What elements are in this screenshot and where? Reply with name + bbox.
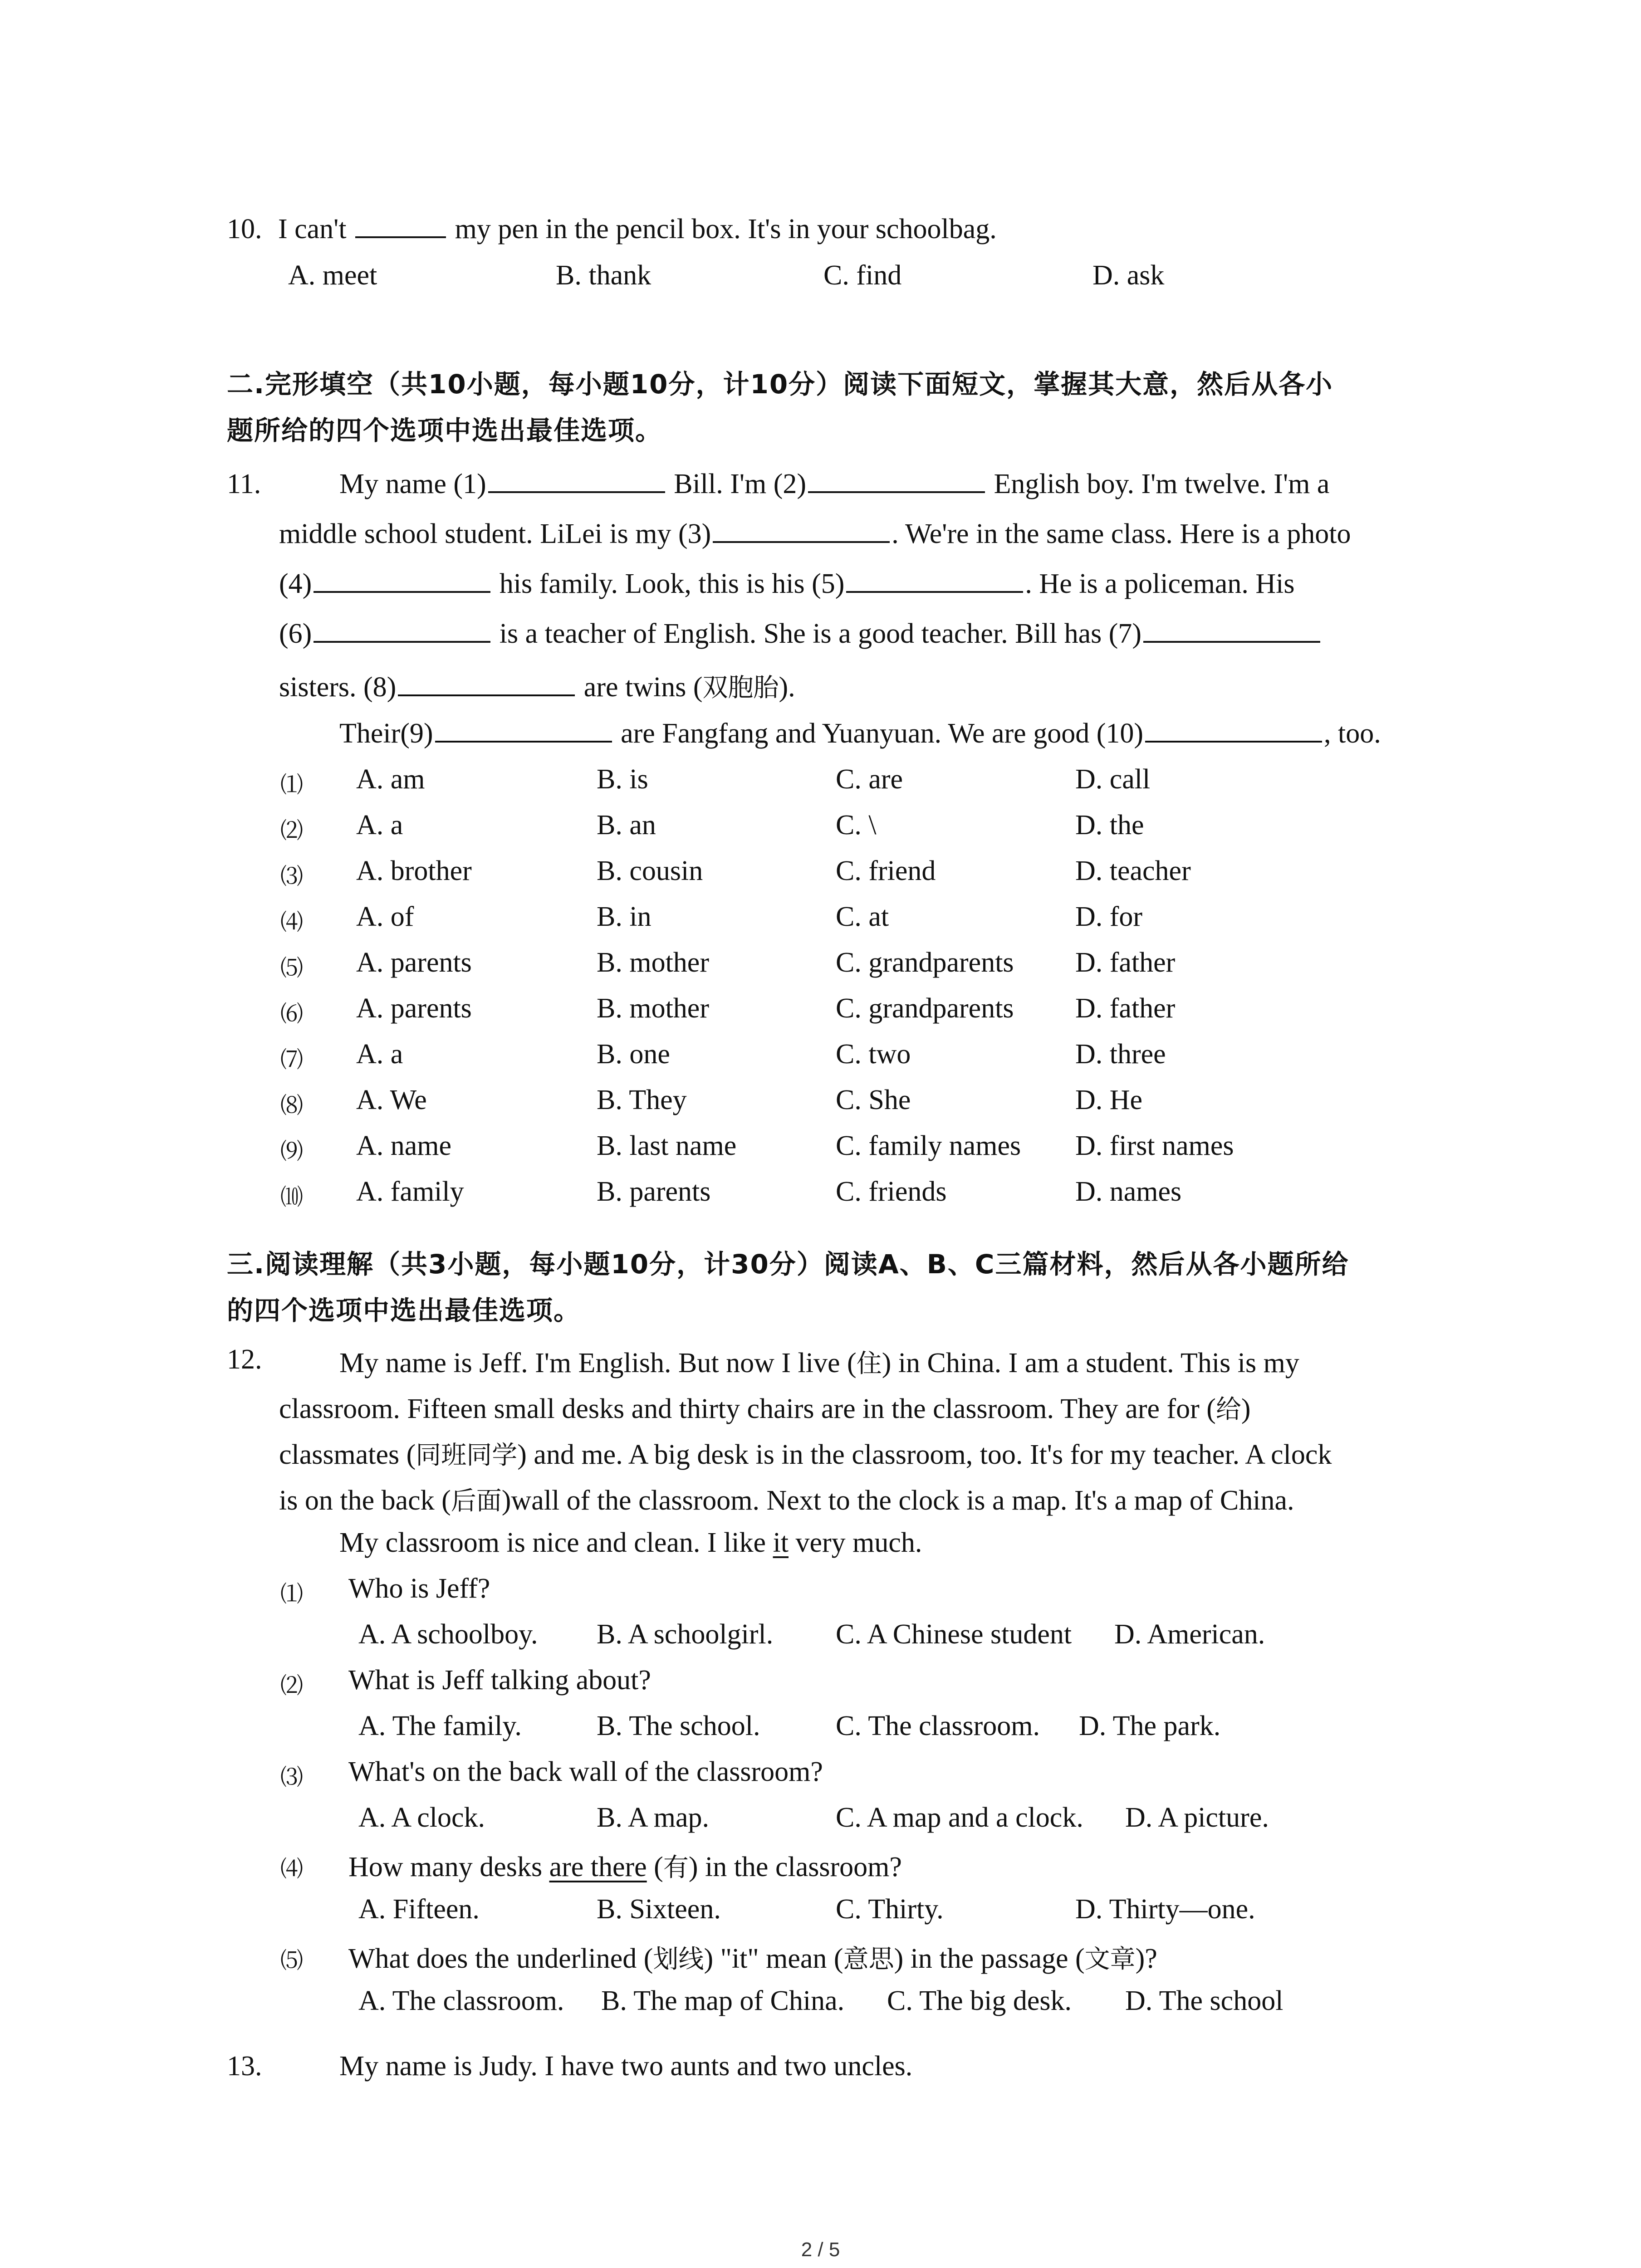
q11-item-1-d: D. call (1075, 764, 1151, 795)
q13-number: 13. (227, 2051, 262, 2082)
q12-sub-4-question: How many desks are there (有) in the classroom? (348, 1852, 902, 1882)
page-number: 2 / 5 (801, 2239, 840, 2261)
q11-item-7-number: ⑺ (280, 1046, 303, 1073)
q10-option-a: A. meet (288, 260, 377, 291)
q11-item-3-b: B. cousin (597, 855, 703, 886)
q11-item-8-a: A. We (356, 1085, 427, 1115)
q11-item-2-c: C. \ (836, 810, 877, 841)
q12-number: 12. (227, 1344, 262, 1375)
q12-line4: is on the back (后面)wall of the classroom. Next to the clock is a map. It's a map of China. (279, 1485, 1294, 1516)
cloze-blank-1 (488, 469, 665, 493)
q11-item-4-c: C. at (836, 901, 889, 932)
q12-sub-1-question: Who is Jeff? (348, 1573, 490, 1604)
q12-sub-4-b: B. Sixteen. (597, 1894, 721, 1925)
q10-blank (355, 214, 446, 238)
q11-item-6-a: A. parents (356, 993, 472, 1024)
q11-line6: Their(9) are Fangfang and Yuanyuan. We are good (10) , too. (339, 718, 1381, 749)
q13-text: My name is Judy. I have two aunts and two uncles. (339, 2051, 913, 2082)
q11-item-2-d: D. the (1075, 810, 1144, 841)
q12-sub-5-c: C. The big desk. (887, 1985, 1072, 2016)
q11-item-7-c: C. two (836, 1039, 911, 1070)
q12-sub-2-a: A. The family. (358, 1711, 522, 1741)
q11-item-3-number: ⑶ (280, 863, 303, 890)
q11-line2: middle school student. LiLei is my (3) . We're in the same class. Here is a photo (279, 518, 1351, 549)
q12-sub-3-b: B. A map. (597, 1802, 710, 1833)
section3-heading-line2: 的四个选项中选出最佳选项。 (227, 1295, 581, 1326)
q11-item-10-a: A. family (356, 1176, 464, 1207)
q12-sub-4-d: D. Thirty—one. (1075, 1894, 1255, 1925)
q11-item-8-number: ⑻ (280, 1092, 303, 1119)
q11-item-3-c: C. friend (836, 855, 936, 886)
section2-heading-line1: 二.完形填空（共10小题，每小题10分，计10分）阅读下面短文，掌握其大意，然后从各小 (227, 369, 1333, 400)
q11-item-5-a: A. parents (356, 947, 472, 978)
q12-sub-3-question: What's on the back wall of the classroom? (348, 1756, 823, 1787)
q12-sub-1-number: ⑴ (280, 1581, 303, 1607)
q10-number: 10. (227, 214, 262, 244)
q11-item-6-b: B. mother (597, 993, 709, 1024)
cloze-blank-9 (435, 718, 612, 743)
q11-item-9-d: D. first names (1075, 1130, 1234, 1161)
q11-item-9-c: C. family names (836, 1130, 1021, 1161)
q11-item-3-a: A. brother (356, 855, 472, 886)
cloze-blank-4 (314, 568, 490, 593)
q12-sub-2-number: ⑵ (280, 1672, 303, 1699)
q12-sub-5-question: What does the underlined (划线) "it" mean (意思) in the passage (文章)? (348, 1943, 1157, 1974)
q11-item-7-b: B. one (597, 1039, 670, 1070)
q11-item-10-c: C. friends (836, 1176, 947, 1207)
q11-item-4-a: A. of (356, 901, 414, 932)
q12-sub-5-number: ⑸ (280, 1947, 303, 1974)
q12-sub-3-c: C. A map and a clock. (836, 1802, 1083, 1833)
q11-item-3-d: D. teacher (1075, 855, 1191, 886)
underlined-it: it (773, 1527, 789, 1558)
cloze-blank-10 (1145, 718, 1322, 743)
q10-option-c: C. find (823, 260, 902, 291)
q12-sub-5-a: A. The classroom. (358, 1985, 564, 2016)
cloze-blank-5 (846, 568, 1023, 593)
cloze-blank-6 (314, 618, 490, 643)
q12-line5: My classroom is nice and clean. I like it very much. (339, 1527, 922, 1558)
q12-sub-1-a: A. A schoolboy. (358, 1619, 538, 1650)
q11-item-4-d: D. for (1075, 901, 1143, 932)
q11-number: 11. (227, 469, 261, 499)
q11-item-2-a: A. a (356, 810, 403, 841)
q11-item-2-number: ⑵ (280, 817, 303, 844)
q12-sub-2-d: D. The park. (1079, 1711, 1221, 1741)
cloze-blank-7 (1143, 618, 1320, 643)
q11-item-8-b: B. They (597, 1085, 687, 1115)
q11-line1: My name (1) Bill. I'm (2) English boy. I'm twelve. I'm a (339, 469, 1330, 499)
q11-item-5-d: D. father (1075, 947, 1176, 978)
q12-sub-1-d: D. American. (1114, 1619, 1265, 1650)
q11-item-6-number: ⑹ (280, 1001, 303, 1027)
q12-sub-2-b: B. The school. (597, 1711, 760, 1741)
q12-sub-3-d: D. A picture. (1125, 1802, 1269, 1833)
q10-option-b: B. thank (556, 260, 652, 291)
q11-item-10-b: B. parents (597, 1176, 711, 1207)
q12-sub-5-b: B. The map of China. (601, 1985, 845, 2016)
q12-sub-2-c: C. The classroom. (836, 1711, 1040, 1741)
q11-line4: (6) is a teacher of English. She is a good teacher. Bill has (7) (279, 618, 1322, 650)
q11-line3: (4) his family. Look, this is his (5) . He is a policeman. His (279, 568, 1295, 599)
q11-item-9-b: B. last name (597, 1130, 737, 1161)
q11-item-5-number: ⑸ (280, 955, 303, 981)
cloze-blank-3 (713, 518, 890, 543)
q11-item-1-a: A. am (356, 764, 425, 795)
cloze-blank-2 (808, 469, 985, 493)
q11-item-4-number: ⑷ (280, 909, 303, 935)
q12-sub-1-b: B. A schoolgirl. (597, 1619, 774, 1650)
q10-option-d: D. ask (1092, 260, 1165, 291)
section2-heading-line2: 题所给的四个选项中选出最佳选项。 (227, 415, 663, 446)
q11-item-9-a: A. name (356, 1130, 452, 1161)
q12-sub-4-number: ⑷ (280, 1856, 303, 1882)
q12-sub-1-c: C. A Chinese student (836, 1619, 1072, 1650)
q11-item-9-number: ⑼ (280, 1138, 303, 1164)
q12-sub-4-a: A. Fifteen. (358, 1894, 480, 1925)
q11-item-6-c: C. grandparents (836, 993, 1014, 1024)
q11-item-10-d: D. names (1075, 1176, 1182, 1207)
cloze-blank-8 (398, 672, 575, 696)
q12-sub-2-question: What is Jeff talking about? (348, 1665, 651, 1696)
q12-sub-3-a: A. A clock. (358, 1802, 485, 1833)
q12-line2: classroom. Fifteen small desks and thirty chairs are in the classroom. They are for (给) (279, 1393, 1251, 1424)
section3-heading-line1: 三.阅读理解（共3小题，每小题10分，计30分）阅读A、B、C三篇材料，然后从各小题所给 (227, 1249, 1349, 1280)
q11-item-1-c: C. are (836, 764, 903, 795)
q11-item-6-d: D. father (1075, 993, 1176, 1024)
q11-item-8-d: D. He (1075, 1085, 1143, 1115)
q12-sub-3-number: ⑶ (280, 1764, 303, 1790)
q11-item-5-c: C. grandparents (836, 947, 1014, 978)
q11-item-5-b: B. mother (597, 947, 709, 978)
q12-sub-4-c: C. Thirty. (836, 1894, 944, 1925)
q10-stem: I can't my pen in the pencil box. It's in your schoolbag. (278, 214, 997, 244)
q11-item-1-b: B. is (597, 764, 648, 795)
q12-line1: My name is Jeff. I'm English. But now I live (住) in China. I am a student. This is my (339, 1348, 1299, 1378)
q11-item-10-number: ⑽ (280, 1184, 303, 1210)
q12-sub-5-d: D. The school (1125, 1985, 1283, 2016)
q11-item-8-c: C. She (836, 1085, 911, 1115)
q11-item-7-d: D. three (1075, 1039, 1166, 1070)
q11-item-2-b: B. an (597, 810, 656, 841)
q11-line5: sisters. (8) are twins (双胞胎). (279, 672, 795, 703)
q12-line3: classmates (同班同学) and me. A big desk is in the classroom, too. It's for my teacher. A clock (279, 1439, 1332, 1470)
q11-item-4-b: B. in (597, 901, 652, 932)
q11-item-1-number: ⑴ (280, 772, 303, 798)
q11-item-7-a: A. a (356, 1039, 403, 1070)
